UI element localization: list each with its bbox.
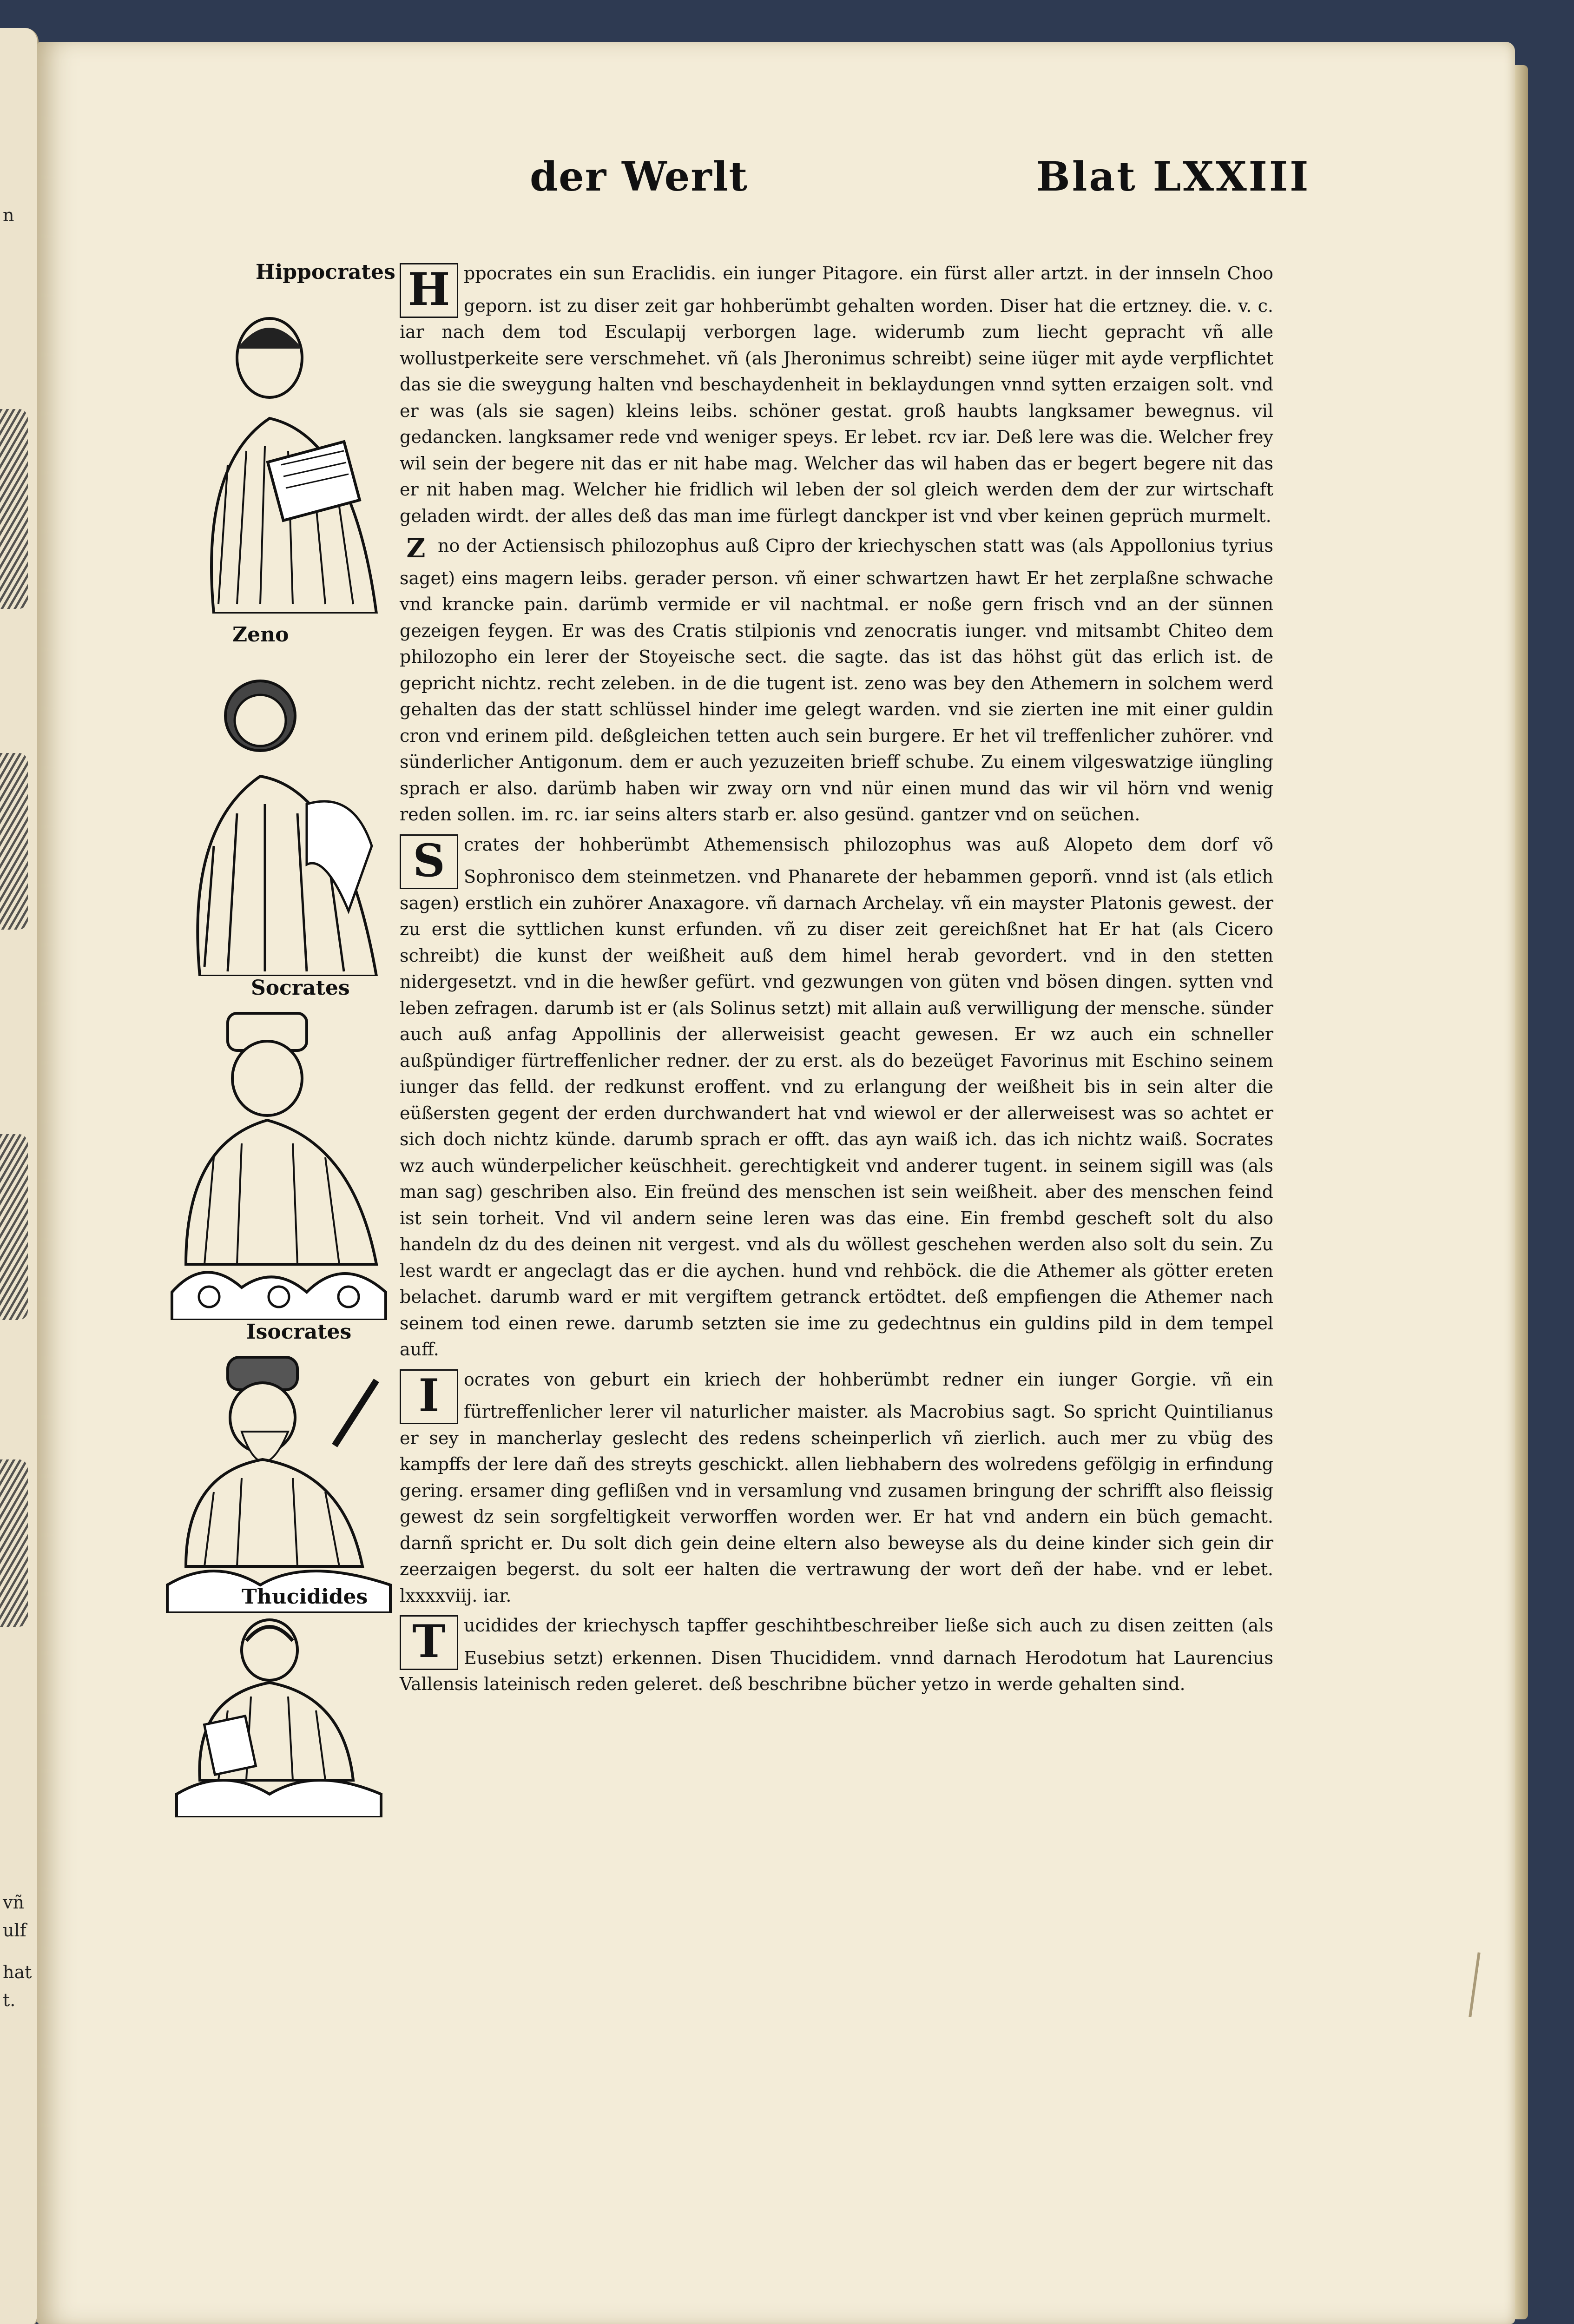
section-text: ippocrates ein sun Eraclidis. ein iunger Pitagore. ein fürst aller artzt. in der innseln Choo geporn. ist zu diser zeit gar hohberümbt gehalten worden. Diser hat die ertzney. die. v. c. iar nach dem tod Esculapij verborgen lage. widerumb zum liecht gepracht vñ alle wollustperkeite sere verschmehet. vñ (als Jheronimus schreibt) seine iüger mit ayde verpflichtet das sie die sweygung halten vnd beschaydenheit in beklaydungen vnnd sytten erzaigen solt. vnd er was (als sie sagen) kleins leibs. schöner gestat. groß haubts langksamer bewegnus. vil gedancken. langksamer rede vnd weniger speys. Er lebet. rcv iar. Deß lere was die. Welcher frey wil sein der begere nit das er nit habe mag. Welcher das wil haben das er begert begere nit das er nit haben mag. Welcher hie fridlich wil leben der sol gleich werden dem der zur wirtschaft geladen wirdt. der alles deß das man ime fürlegt danckper ist vnd vber keinen geprüch murmelt. [400,263,1273,526]
drop-cap: S [400,834,458,889]
section-thucidides [400,1612,1273,1697]
text-column [400,260,1273,1701]
portrait-label: Zeno [232,623,289,647]
left-page-fragment: ulf [3,1920,26,1941]
section-text: hucidides der kriechysch tapffer geschihtbeschreiber ließe sich auch zu disen zeitten (als Eusebius setzt) erkennen. Disen Thucididem. vnnd darnach Herodotum hat Laurencius Vallensis lateinisch reden geleret. deß beschribne bücher yetzo in werde gehalten sind. [400,1615,1273,1694]
drop-cap: I [400,1369,458,1424]
drop-cap: Z [406,533,426,564]
section-text: ocrates der hohberümbt Athemensisch philozophus was auß Alopeto dem dorf võ Sophronisco dem steinmetzen. vnd Phanarete der hebammen geporñ. vnnd ist (als etlich sagen) erstlich ein zuhörer Anaxagore. vñ darnach Archelay. vñ ein mayster Platonis gewest. der zu erst die syttlichen kunst erfunden. vñ zu diser zeit gereichßnet hat Er hat (als Cicero schreibt) die kunst der weißheit auß dem himel herab gevordert. vnd in den stetten nidergesetzt. vnd in die hewßer gefürt. vnd gezwungen von güten vnd bösen dingen. sytten vnd leben zefragen. darumb ist er (als Solinus setzt) mit allain auß verwilligung der mensche. sünder auch auß anfag Appollinis der allerweisist geacht gewesen. Er wz auch ein schneller außpündiger fürtreffenlicher redner. der zu erst. als do bezeüget Favorinus mit Eschino seinem iunger das felld. der redkunst eroffent. vnd zu erlangung der weißheit bis in sein alter die eüßersten gegent der erden durchwandert hat vnd wiewol er der allerweisest was so achtet er sich doch nichtz künde. darumb sprach er offt. das ayn waiß ich. das ich nichtz waiß. Socrates wz auch wünderpelicher keüschheit. gerechtigkeit vnd anderer tugent. in seinem sigill was (als man sag) geschriben also. Ein freünd des menschen ist sein weißheit. aber des menschen feind ist sein torheit. Vnd vil andern seine leren was das eine. Ein frembd gescheft solt du also handeln dz du des deinen nit vergest. vnd als du wöllest geschehen werden also solt du sein. Zu lest wardt er angeclagt das er die aychen. hund vnd rehböck. die die Athemer als götter ereten belachet. darumb ward er mit vergiftem getranck ertödtet. deß empfiengen die Athemer nach seinem tod einen rewe. darumb setzten sie ime zu gedechtnus ein guldins pild in dem tempel auff. [400,834,1273,1360]
left-woodcut-fragment-icon [0,753,28,930]
portrait-label: Hippocrates [256,260,395,284]
left-woodcut-fragment-icon [0,1134,28,1320]
left-page-fragment: hat [3,1962,32,1982]
isocrates-portrait-woodcut-icon [158,1353,400,1613]
drop-cap: T [400,1615,458,1670]
portrait-label: Socrates [251,976,350,1000]
hippocrates-portrait-woodcut-icon [158,297,400,614]
left-woodcut-fragment-icon [0,409,28,609]
left-page-fragment: n [3,205,14,225]
section-zeno [400,533,1273,828]
page-edge [1515,65,1528,2319]
socrates-portrait-woodcut-icon [158,1004,400,1320]
section-hippocrates [400,260,1273,529]
thucidides-portrait-woodcut-icon [158,1613,400,1817]
section-socrates [400,832,1273,1363]
left-woodcut-fragment-icon [0,1459,28,1627]
section-isocrates [400,1367,1273,1609]
left-page-edge [0,28,39,2324]
left-page-fragment: vñ [3,1892,24,1913]
section-text: eno der Actiensisch philozophus auß Cipro der kriechyschen statt was (als Appollonius tyrius saget) eins magern leibs. gerader person. vñ einer schwartzen hawt Er het zerplaßne schwache vnd krancke pain. darümb vermide er vil nachtmal. er noße gern frisch vnd an der sünnen gezeigen feygen. Er was des Cratis stilpionis vnd zenocratis iunger. vnd mitsambt Chiteo dem philozopho ein lerer der Stoyeische sect. die sagte. das ist das höhst güt das erlich ist. de gepricht nichtz. recht zeleben. in de die tugent ist. zeno was bey den Athemern in solchem werd gehalten das der statt schlüssel hinder ime gelegt warden. vnd sie zierten ine mit einer guldin cron vnd erinem pild. deßgleichen tetten auch sein burgere. Er het vil treffenlicher zuhörer. vnd sünderlicher Antigonum. dem er auch yezuzeiten brieff schube. Zu einem vilgeswatzige iüngling sprach er also. darümb haben wir zway orn vnd nür einen mund das wir vil hörn vnd wenig reden sollen. im. rc. iar seins alters starb er. also gesünd. gantzer vnd on seüchen. [400,535,1273,825]
section-text: socrates von geburt ein kriech der hohberümbt redner ein iunger Gorgie. vñ ein fürtreffenlicher lerer vil naturlicher maister. als Macrobius sagt. So spricht Quintilianus er sey in mancherlay geslecht des redens scheinperlich vñ zierlich. auch mer zu vbüg des kampffs der lere dañ des streyts geschickt. allen liebhabern des wolredens gefölgig in erfindung gering. ersamer ding geflißen vnd in versamlung vnd zusamen bringung der schrifft also fleissig gewest dz sein sorgfeltigkeit verworffen worden wer. Er hat vnd andern ein büch gemacht. darnñ spricht er. Du solt dich gein deine eltern also beweyse als du deine kinder sich gein dir zeerzaigen begerst. du solt eer halten die vertrawung der wort deñ der habe. vnd er lebet. lxxxxviij. iar. [400,1369,1273,1606]
portrait-label: Isocrates [246,1320,352,1344]
portrait-label: Thucidides [242,1585,368,1609]
left-page-fragment: t. [3,1990,16,2010]
folio-number: Blat LXXIII [1036,153,1311,200]
zeno-portrait-woodcut-icon [158,651,400,976]
drop-cap: H [400,263,458,318]
running-head: der Werlt [530,153,749,200]
